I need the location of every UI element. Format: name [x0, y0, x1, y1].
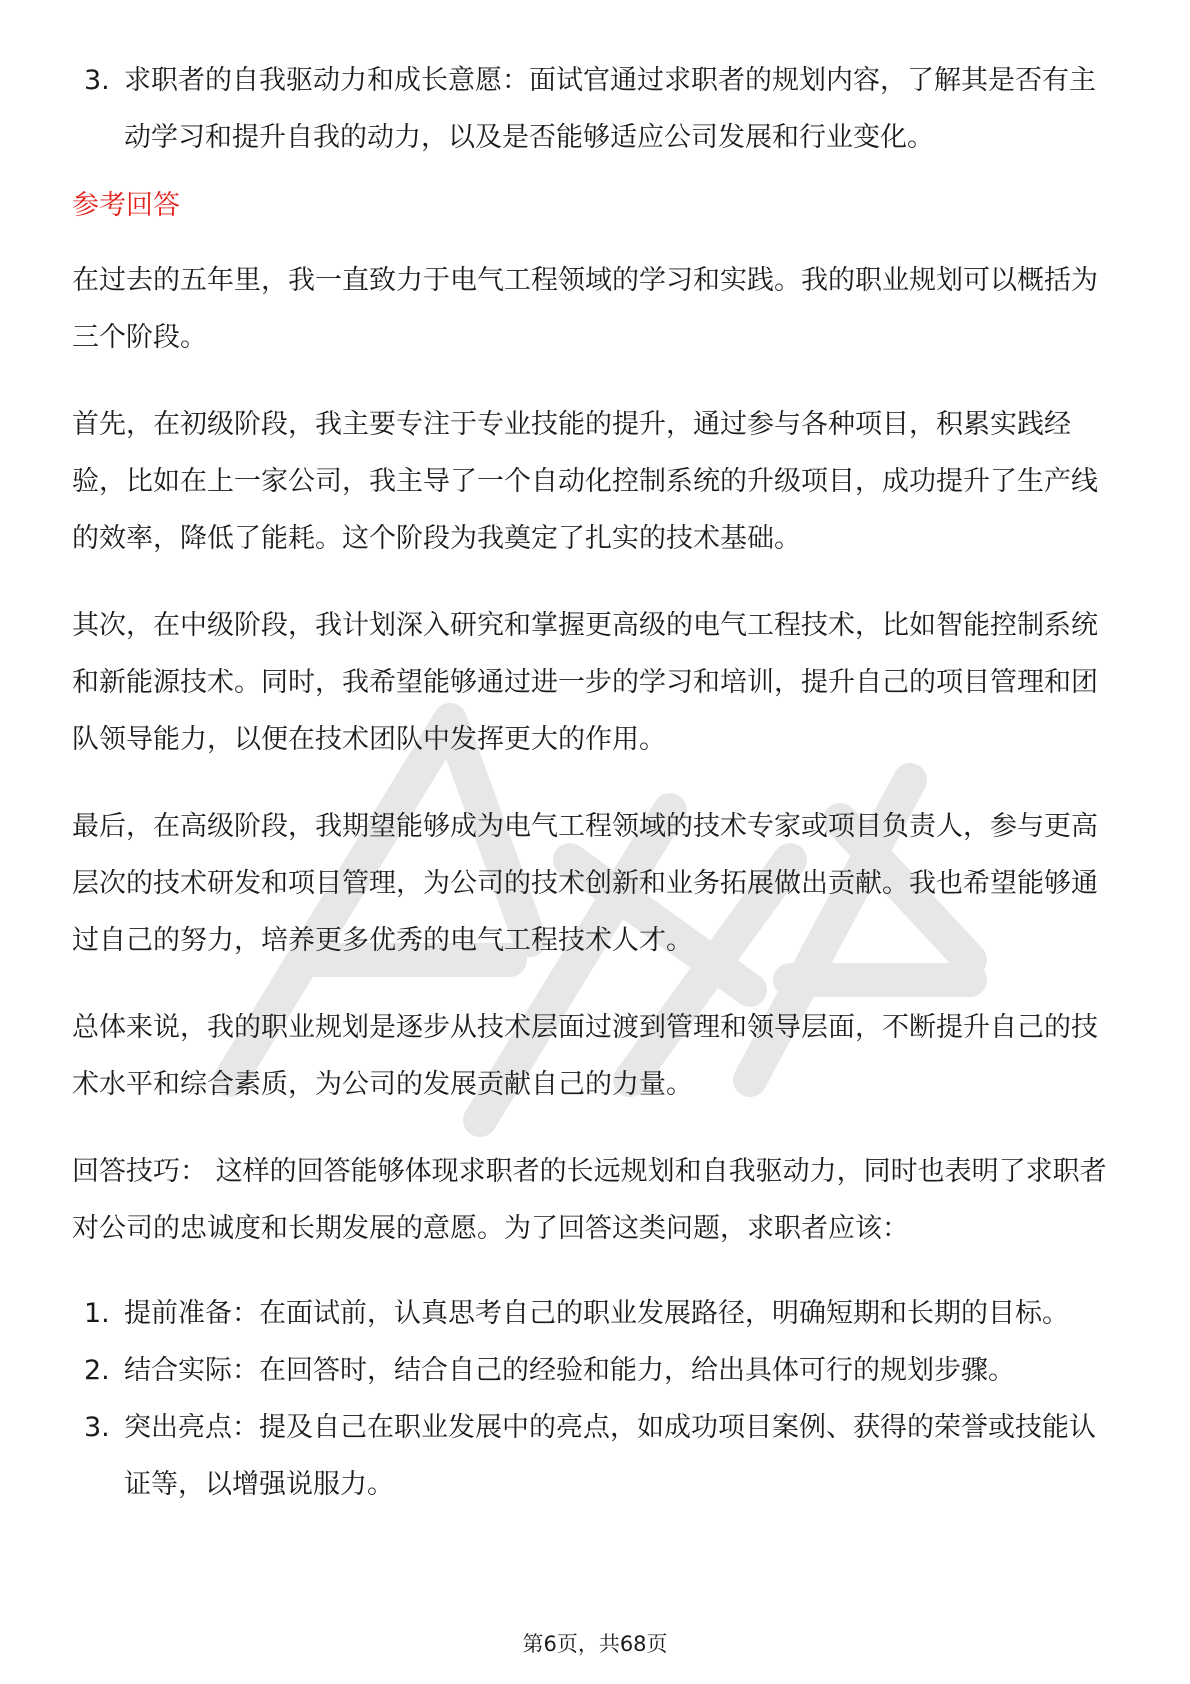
list-item-number: 1.: [84, 1298, 110, 1329]
tips-list: [72, 1285, 1122, 1513]
paragraph-stage-2: 其次，在中级阶段，我计划深入研究和掌握更高级的电气工程技术，比如智能控制系统和新能源技术。同时，我希望能够通过进一步的学习和培训，提升自己的项目管理和团队领导能力，以便在技术团队中发挥更大的作用。: [72, 610, 1098, 755]
section-heading: 参考回答: [72, 190, 180, 221]
list-item: [72, 1342, 1122, 1399]
paragraph-stage-3: 最后，在高级阶段，我期望能够成为电气工程领域的技术专家或项目负责人，参与更高层次的技术研发和项目管理，为公司的技术创新和业务拓展做出贡献。我也希望能够通过自己的努力，培养更多优秀的电气工程技术人才。: [72, 811, 1098, 956]
list-item-text: 提前准备：在面试前，认真思考自己的职业发展路径，明确短期和长期的目标。: [124, 1298, 1069, 1329]
list-item: [72, 1399, 1122, 1513]
paragraph-intro: 在过去的五年里，我一直致力于电气工程领域的学习和实践。我的职业规划可以概括为三个阶段。: [72, 265, 1098, 353]
list-item: [72, 1285, 1122, 1342]
list-item-text: 突出亮点：提及自己在职业发展中的亮点，如成功项目案例、获得的荣誉或技能认证等，以增强说服力。: [124, 1412, 1096, 1500]
list-item: [72, 52, 1122, 166]
paragraph-stage-1: 首先，在初级阶段，我主要专注于专业技能的提升，通过参与各种项目，积累实践经验，比如在上一家公司，我主导了一个自动化控制系统的升级项目，成功提升了生产线的效率，降低了能耗。这个阶段为我奠定了扎实的技术基础。: [72, 409, 1098, 554]
paragraph-summary: 总体来说，我的职业规划是逐步从技术层面过渡到管理和领导层面，不断提升自己的技术水平和综合素质，为公司的发展贡献自己的力量。: [72, 1012, 1098, 1100]
page-footer: 第6页，共68页: [522, 1632, 668, 1656]
list-item-number: 2.: [84, 1355, 110, 1386]
list-item-text: 求职者的自我驱动力和成长意愿：面试官通过求职者的规划内容，了解其是否有主动学习和提升自我的动力，以及是否能够适应公司发展和行业变化。: [124, 65, 1096, 153]
list-item-number: 3.: [84, 1412, 110, 1443]
list-item-number: 3.: [84, 65, 110, 96]
paragraph-tips-intro: 回答技巧： 这样的回答能够体现求职者的长远规划和自我驱动力，同时也表明了求职者对公司的忠诚度和长期发展的意愿。为了回答这类问题，求职者应该：: [72, 1156, 1107, 1244]
list-item-text: 结合实际：在回答时，结合自己的经验和能力，给出具体可行的规划步骤。: [124, 1355, 1015, 1386]
main-content: [72, 52, 1122, 1513]
